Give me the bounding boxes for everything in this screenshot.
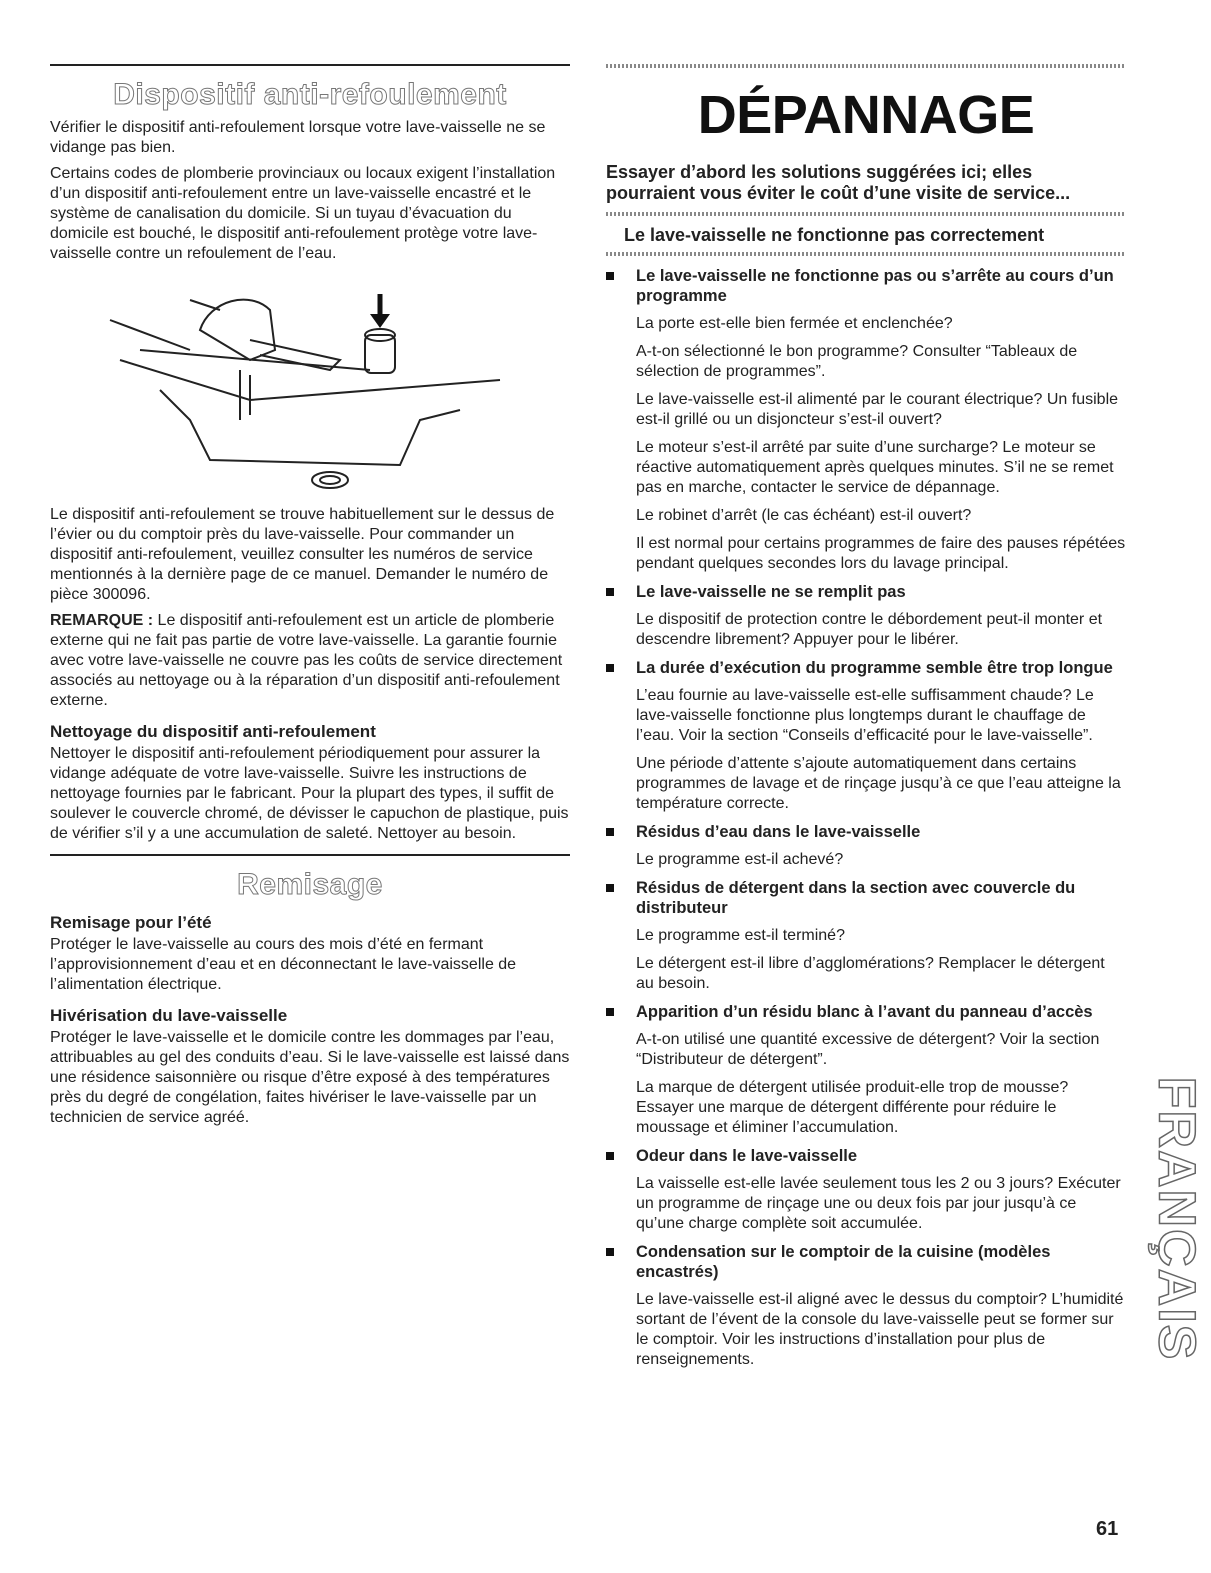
backflow-heading: Dispositif anti-refoulement — [113, 78, 507, 111]
item-paragraph: Le dispositif de protection contre le débordement peut-il monter et descendre librement? Appuyer pour le libérer. — [636, 611, 1103, 648]
sink-air-gap-illustration — [100, 280, 520, 492]
storage-heading: Remisage — [237, 868, 383, 901]
section-heading: Le lave-vaisselle ne fonctionne pas correctement — [624, 225, 1045, 245]
item-title: Résidus de détergent dans la section avec couvercle du distributeur — [636, 879, 1076, 917]
dotted-divider — [606, 64, 1126, 68]
list-item — [606, 658, 1126, 814]
backflow-paragraph-3: Le dispositif anti-refoulement se trouve habituellement sur le dessus de l’évier ou du comptoir près du lave-vaisselle. Pour commander un dispositif anti-refoulement, veuillez consulter les numéros de service mentionnés à la dernière page de ce manuel. Demander le numéro de pièce 300096. — [50, 506, 555, 603]
cleaning-paragraph: Nettoyer le dispositif anti-refoulement périodiquement pour assurer la vidange adéquate de votre lave-vaisselle. Suivre les instructions de nettoyage fournies par le fabricant. Pour la plupart des types, il suffit de soulever le couvercle chromé, de dévisser le capuchon de plastique, puis de vérifier s’il y a une accumulation de saleté. Nettoyer au besoin. — [50, 745, 569, 842]
list-item — [606, 822, 1126, 870]
bullet-icon — [606, 588, 614, 596]
item-paragraph: Il est normal pour certains programmes de faire des pauses répétées pendant quelques secondes lors du lavage principal. — [636, 535, 1126, 572]
item-title: Résidus d’eau dans le lave-vaisselle — [636, 823, 921, 841]
list-item — [606, 1146, 1126, 1234]
bullet-icon — [606, 1248, 614, 1256]
bullet-icon — [606, 884, 614, 892]
bullet-icon — [606, 272, 614, 280]
summer-paragraph: Protéger le lave-vaisselle au cours des mois d’été en fermant l’approvisionnement d’eau et en déconnectant le lave-vaisselle de l’alimentation électrique. — [50, 936, 517, 993]
item-paragraph: La marque de détergent utilisée produit-elle trop de mousse? Essayer une marque de détergent différente pour réduire le moussage et éliminer l’accumulation. — [636, 1079, 1069, 1136]
list-item — [606, 1002, 1126, 1138]
language-side-tab — [1146, 1074, 1206, 1364]
item-paragraph: La porte est-elle bien fermée et enclenchée? — [636, 315, 953, 332]
item-paragraph: La vaisselle est-elle lavée seulement tous les 2 ou 3 jours? Exécuter un programme de rinçage une ou deux fois par jour jusqu’à ce qu’une charge complète soit accumulée. — [636, 1175, 1121, 1232]
item-paragraph: Le programme est-il achevé? — [636, 851, 844, 868]
note-paragraph — [50, 611, 570, 711]
winter-heading: Hivérisation du lave-vaisselle — [50, 1006, 288, 1025]
item-paragraph: Le lave-vaisselle est-il aligné avec le dessus du comptoir? L’humidité sortant de l’évent de la console du lave-vaisselle peut se former sur le comptoir. Voir les instructions d’installation pour plus de renseignements. — [636, 1291, 1124, 1368]
item-title: Apparition d’un résidu blanc à l’avant du panneau d’accès — [636, 1003, 1093, 1021]
page-title: DÉPANNAGE — [697, 85, 1035, 145]
item-paragraph: Le lave-vaisselle est-il alimenté par le courant électrique? Un fusible est-il grillé ou un disjoncteur s’est-il ouvert? — [636, 391, 1119, 428]
item-paragraph: Le programme est-il terminé? — [636, 927, 845, 944]
intro-text: Essayer d’abord les solutions suggérées ici; elles pourraient vous éviter le coût d’une visite de service... — [606, 162, 1071, 203]
item-paragraph: A-t-on utilisé une quantité excessive de détergent? Voir la section “Distributeur de détergent”. — [636, 1031, 1100, 1068]
troubleshooting-list — [606, 266, 1126, 1370]
dotted-divider — [606, 212, 1126, 216]
bullet-icon — [606, 1008, 614, 1016]
right-column — [606, 64, 1126, 1378]
note-text: Le dispositif anti-refoulement est un article de plomberie externe qui ne fait pas partie de votre lave-vaisselle. La garantie fournie avec votre lave-vaisselle ne couvre pas les coûts de service directement associés au nettoyage ou à la réparation d’un dispositif anti-refoulement externe. — [50, 612, 563, 709]
item-title: Odeur dans le lave-vaisselle — [636, 1147, 858, 1165]
list-item — [606, 1242, 1126, 1370]
bullet-icon — [606, 828, 614, 836]
note-label: REMARQUE : — [50, 612, 154, 629]
item-title: Le lave-vaisselle ne se remplit pas — [636, 583, 906, 601]
item-paragraph: A-t-on sélectionné le bon programme? Consulter “Tableaux de sélection de programmes”. — [636, 343, 1078, 380]
bullet-icon — [606, 664, 614, 672]
dotted-divider — [606, 252, 1126, 256]
backflow-paragraph-2: Certains codes de plomberie provinciaux ou locaux exigent l’installation d’un dispositif anti-refoulement entre un lave-vaisselle encastré et le système de canalisation du domicile. Si un tuyau d’évacuation du domicile est bouché, le dispositif anti-refoulement protège votre lave-vaisselle contre un refoulement de l’eau. — [50, 165, 556, 262]
list-item — [606, 266, 1126, 574]
divider — [50, 854, 570, 856]
backflow-paragraph-1: Vérifier le dispositif anti-refoulement lorsque votre lave-vaisselle ne se vidange pas bien. — [50, 119, 546, 156]
item-paragraph: Une période d’attente s’ajoute automatiquement dans certains programmes de lavage et de rinçage jusqu’à ce que l’eau atteigne la température correcte. — [636, 755, 1121, 812]
page-number: 61 — [1096, 1518, 1119, 1540]
item-paragraph: Le robinet d’arrêt (le cas échéant) est-il ouvert? — [636, 507, 972, 524]
list-item — [606, 878, 1126, 994]
cleaning-heading: Nettoyage du dispositif anti-refoulement — [50, 722, 376, 741]
left-column — [50, 64, 570, 1134]
summer-heading: Remisage pour l’été — [50, 913, 212, 932]
item-paragraph: Le moteur s’est-il arrêté par suite d’une surcharge? Le moteur se réactive automatiquement après quelques minutes. S’il ne se remet pas en marche, contacter le service de dépannage. — [636, 439, 1114, 496]
list-item — [606, 582, 1126, 650]
divider — [50, 64, 570, 66]
winter-paragraph: Protéger le lave-vaisselle et le domicile contre les dommages par l’eau, attribuables au gel des conduits d’eau. Si le lave-vaisselle est laissé dans une résidence saisonnière ou risque d’être exposé à des températures près du degré de congélation, faites hivériser le lave-vaisselle par un technicien de service agréé. — [50, 1029, 570, 1126]
item-paragraph: L’eau fournie au lave-vaisselle est-elle suffisamment chaude? Le lave-vaisselle fonctionne plus longtemps durant le chauffage de l’eau. Voir la section “Conseils d’efficacité pour le lave-vaisselle”. — [636, 687, 1094, 744]
side-tab-label: FRANÇAIS — [1147, 1076, 1206, 1362]
item-title: Condensation sur le comptoir de la cuisine (modèles encastrés) — [636, 1243, 1051, 1281]
item-paragraph: Le détergent est-il libre d’agglomérations? Remplacer le détergent au besoin. — [636, 955, 1105, 992]
bullet-icon — [606, 1152, 614, 1160]
item-title: Le lave-vaisselle ne fonctionne pas ou s’arrête au cours d’un programme — [636, 267, 1114, 305]
item-title: La durée d’exécution du programme semble être trop longue — [636, 659, 1113, 677]
